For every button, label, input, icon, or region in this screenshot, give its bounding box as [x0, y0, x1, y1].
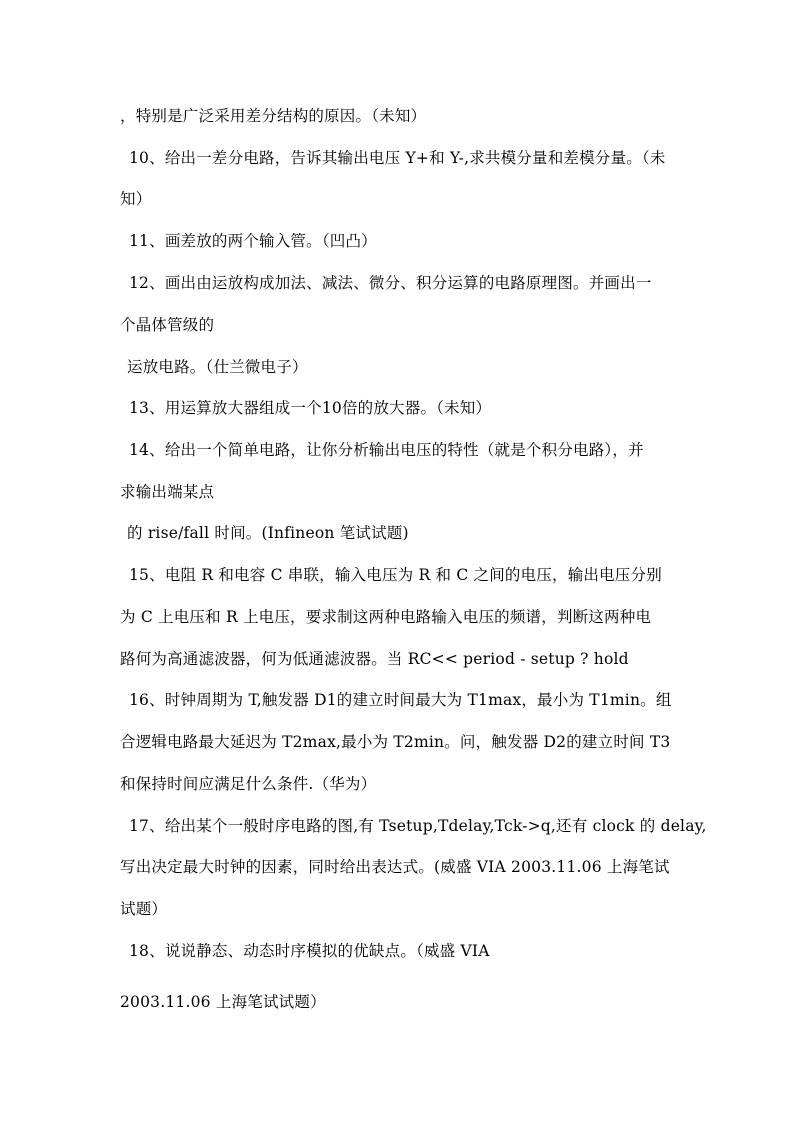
text-line: 2003.11.06 上海笔试试题） [120, 993, 326, 1011]
text-line: 个晶体管级的 [120, 316, 215, 334]
text-line: 合逻辑电路最大延迟为 T2max,最小为 T2min。问，触发器 D2的建立时间 T3 [120, 733, 671, 751]
text-line: 和保持时间应满足什么条件.（华为） [120, 775, 377, 793]
text-line: ，特别是广泛采用差分结构的原因。（未知） [120, 107, 427, 125]
text-line: 路何为高通滤波器，何为低通滤波器。当 RC<< period - setup ? hold [120, 650, 629, 668]
text-line: 15、电阻 R 和电容 C 串联，输入电压为 R 和 C 之间的电压，输出电压分别 [129, 566, 662, 584]
text-line: 为 C 上电压和 R 上电压，要求制这两种电路输入电压的频谱，判断这两种电 [120, 608, 652, 626]
text-line: 的 rise/fall 时间。(Infineon 笔试试题) [127, 524, 409, 542]
text-line: 运放电路。（仕兰微电子） [127, 358, 308, 376]
text-line: 12、画出由运放构成加法、减法、微分、积分运算的电路原理图。并画出一 [129, 274, 652, 292]
text-line: 17、给出某个一般时序电路的图,有 Tsetup,Tdelay,Tck->q,还有 clock 的 delay, [129, 817, 707, 835]
text-line: 11、画差放的两个输入管。（凹凸） [129, 232, 377, 250]
text-line: 16、时钟周期为 T,触发器 D1的建立时间最大为 T1max，最小为 T1min。组 [129, 691, 672, 709]
text-line: 13、用运算放大器组成一个10倍的放大器。（未知） [129, 399, 492, 417]
text-line: 14、给出一个简单电路，让你分析输出电压的特性（就是个积分电路），并 [129, 441, 644, 459]
text-line: 18、说说静态、动态时序模拟的优缺点。（威盛 VIA [129, 942, 490, 960]
text-line: 知） [120, 190, 152, 208]
text-line: 求输出端某点 [120, 483, 215, 501]
text-line: 试题） [120, 900, 168, 918]
text-line: 写出决定最大时钟的因素，同时给出表达式。(威盛 VIA 2003.11.06 上海笔试 [120, 858, 670, 876]
text-line: 10、给出一差分电路，告诉其输出电压 Y+和 Y-,求共模分量和差模分量。（未 [129, 149, 666, 167]
